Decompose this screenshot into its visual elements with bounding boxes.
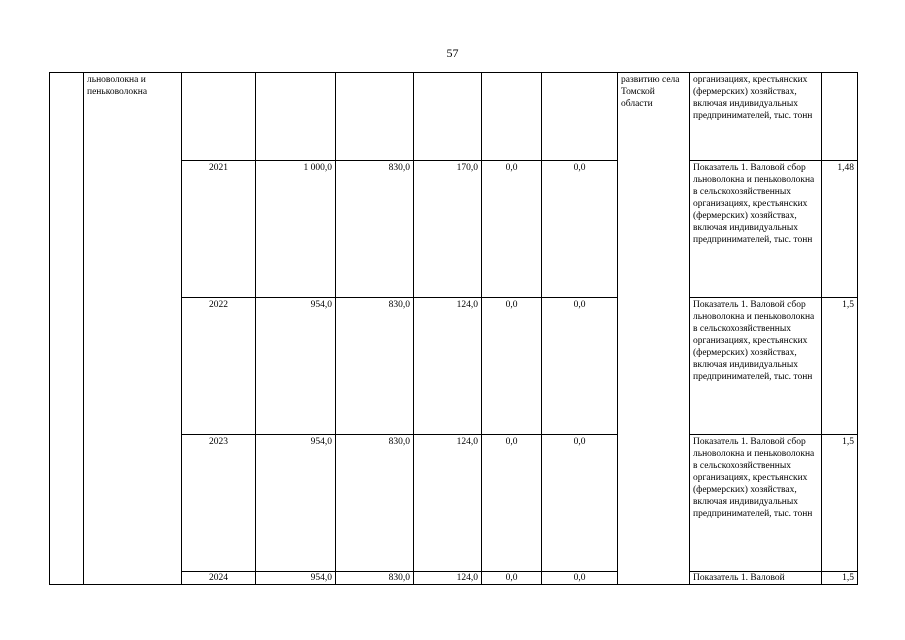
indicator-cell — [690, 572, 822, 585]
other-cell — [542, 73, 618, 161]
year-cell: 2024 — [182, 572, 256, 585]
regional-cell: 170,0 — [414, 161, 482, 298]
federal-cell: 830,0 — [336, 572, 414, 585]
local-cell: 0,0 — [482, 435, 542, 572]
other-cell: 0,0 — [542, 435, 618, 572]
indicator-cell — [690, 161, 822, 298]
event-name-cell — [84, 73, 182, 585]
indicator-text: организациях, крестьянских (фермерских) хозяйствах, включая индивидуальных предпринимателей, тыс. тонн — [693, 75, 813, 121]
other-cell: 0,0 — [542, 572, 618, 585]
value-cell: 1,5 — [822, 298, 858, 435]
local-cell: 0,0 — [482, 298, 542, 435]
program-table — [49, 72, 858, 585]
regional-cell: 124,0 — [414, 435, 482, 572]
number-cell — [50, 73, 84, 585]
value-cell: 1,48 — [822, 161, 858, 298]
indicator-cell — [690, 435, 822, 572]
total-cell: 1 000,0 — [256, 161, 336, 298]
other-cell: 0,0 — [542, 161, 618, 298]
federal-cell: 830,0 — [336, 161, 414, 298]
indicator-cell — [690, 298, 822, 435]
indicator-text: Показатель 1. Валовой сбор льноволокна и пеньковолокна в сельскохозяйственных организациях, крестьянских (фермерских) хозяйствах, включая индивидуальных предпринимателей, тыс. тонн — [693, 437, 815, 519]
federal-cell: 830,0 — [336, 435, 414, 572]
event-name: льноволокна и пеньковолокна — [87, 75, 148, 97]
federal-cell — [336, 73, 414, 161]
indicator-text: Показатель 1. Валовой сбор льноволокна и пеньковолокна в сельскохозяйственных организациях, крестьянских (фермерских) хозяйствах, включая индивидуальных предпринимателей, тыс. тонн — [693, 163, 815, 245]
regional-cell: 124,0 — [414, 298, 482, 435]
federal-cell: 830,0 — [336, 298, 414, 435]
indicator-cell — [690, 73, 822, 161]
responsible-cell — [618, 73, 690, 585]
total-cell — [256, 73, 336, 161]
total-cell: 954,0 — [256, 435, 336, 572]
local-cell: 0,0 — [482, 161, 542, 298]
local-cell — [482, 73, 542, 161]
year-cell — [182, 73, 256, 161]
indicator-text: Показатель 1. Валовой сбор льноволокна и пеньковолокна в сельскохозяйственных организациях, крестьянских (фермерских) хозяйствах, включая индивидуальных предпринимателей, тыс. тонн — [693, 300, 815, 382]
total-cell: 954,0 — [256, 298, 336, 435]
year-cell: 2023 — [182, 435, 256, 572]
page-number: 57 — [446, 46, 459, 60]
regional-cell — [414, 73, 482, 161]
value-cell — [822, 73, 858, 161]
year-cell: 2022 — [182, 298, 256, 435]
table-row — [50, 73, 858, 161]
value-cell: 1,5 — [822, 572, 858, 585]
local-cell: 0,0 — [482, 572, 542, 585]
indicator-text: Показатель 1. Валовой — [693, 573, 785, 583]
responsible-executor: развитию села Томской области — [621, 75, 680, 109]
year-cell: 2021 — [182, 161, 256, 298]
total-cell: 954,0 — [256, 572, 336, 585]
regional-cell: 124,0 — [414, 572, 482, 585]
other-cell: 0,0 — [542, 298, 618, 435]
value-cell: 1,5 — [822, 435, 858, 572]
